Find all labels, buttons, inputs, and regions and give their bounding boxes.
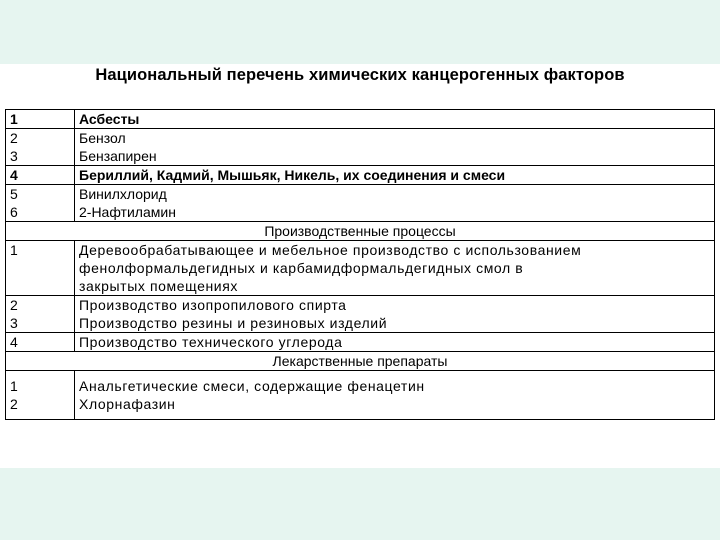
- table-row: [6, 371, 715, 420]
- page-title: Национальный перечень химических канцерогенных факторов: [95, 66, 625, 84]
- slide: [0, 64, 720, 468]
- section-heading: Производственные процессы: [6, 222, 715, 241]
- row-number: 4: [6, 333, 75, 352]
- row-text: Анальгетические смеси, содержащие фенацетин Хлорнафазин: [75, 371, 715, 420]
- row-text: Производство технического углерода: [75, 333, 715, 352]
- row-text: Винилхлорид 2-Нафтиламин: [75, 185, 715, 222]
- row-number: 1: [6, 241, 75, 296]
- row-text: Деревообрабатывающее и мебельное производство с использованием фенолформальдегидных и карбамидформальдегидных смол в закрытых помещениях: [75, 241, 715, 296]
- row-number: 5 6: [6, 185, 75, 222]
- table-row: [6, 129, 715, 166]
- row-number: 2 3: [6, 296, 75, 333]
- section-heading: Лекарственные препараты: [6, 352, 715, 371]
- section-header-row: [6, 222, 715, 241]
- row-number: 2 3: [6, 129, 75, 166]
- table-row: [6, 333, 715, 352]
- row-number: 1 2: [6, 371, 75, 420]
- row-number: 1: [6, 110, 75, 129]
- section-header-row: [6, 352, 715, 371]
- table-row: [6, 166, 715, 185]
- table-row: [6, 110, 715, 129]
- row-text: Асбесты: [75, 110, 715, 129]
- row-text: Бериллий, Кадмий, Мышьяк, Никель, их соединения и смеси: [75, 166, 715, 185]
- carcinogen-table: [5, 109, 715, 420]
- table-row: [6, 296, 715, 333]
- row-number: 4: [6, 166, 75, 185]
- table-row: [6, 241, 715, 296]
- row-text: Производство изопропилового спирта Производство резины и резиновых изделий: [75, 296, 715, 333]
- row-text: Бензол Бензапирен: [75, 129, 715, 166]
- table-row: [6, 185, 715, 222]
